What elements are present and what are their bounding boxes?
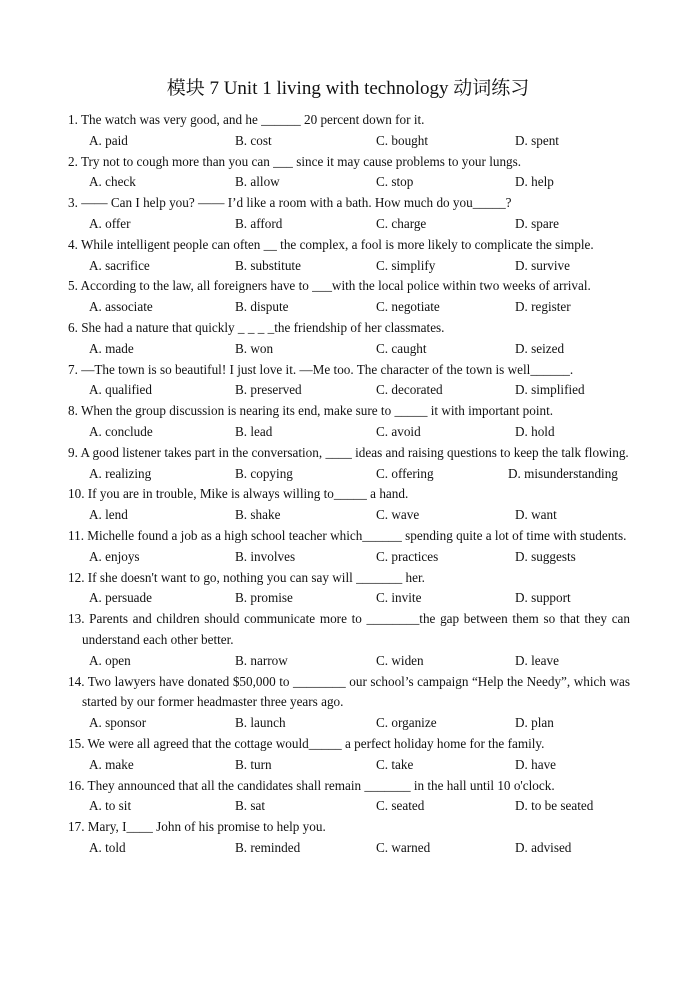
question-stem: 8. When the group discussion is nearing its end, make sure to _____ it with important point. (68, 403, 554, 419)
option-d: D. support (515, 590, 571, 606)
question-item (68, 360, 630, 402)
option-b: B. reminded (235, 839, 301, 855)
option-b: B. won (235, 340, 274, 356)
answer-options (68, 464, 630, 485)
question-list (68, 110, 630, 859)
option-b: B. launch (235, 715, 286, 731)
option-d: D. spare (515, 215, 559, 231)
option-d: D. help (515, 174, 554, 190)
answer-options (68, 214, 630, 235)
question-stem: 2. Try not to cough more than you can ___ since it may cause problems to your lungs. (68, 153, 522, 169)
option-d: D. misunderstanding (508, 465, 618, 481)
question-item (68, 672, 630, 734)
option-a: A. make (89, 756, 134, 772)
question-stem: 4. While intelligent people can often __ the complex, a fool is more likely to complicate the simple. (68, 236, 594, 252)
option-d: D. seized (515, 340, 565, 356)
question-item (68, 776, 630, 818)
option-a: A. told (89, 839, 126, 855)
question-stem: 9. A good listener takes part in the conversation, ____ ideas and raising questions to keep the talk flowing. (68, 444, 629, 460)
worksheet-title: 模块 7 Unit 1 living with technology 动词练习 (166, 78, 530, 99)
question-stem: 16. They announced that all the candidates shall remain _______ in the hall until 10 o'clock. (68, 777, 555, 793)
question-stem: 6. She had a nature that quickly _ _ _ _the friendship of her classmates. (68, 319, 445, 335)
option-c: C. seated (376, 798, 425, 814)
option-b: B. involves (235, 548, 296, 564)
option-c: C. avoid (376, 423, 421, 439)
option-d: D. spent (515, 132, 559, 148)
option-d: D. hold (515, 423, 555, 439)
question-item (68, 235, 630, 277)
question-item (68, 152, 630, 194)
option-c: C. organize (376, 715, 437, 731)
option-a: A. persuade (89, 590, 152, 606)
option-a: A. enjoys (89, 548, 140, 564)
question-item (68, 110, 630, 152)
option-b: B. cost (235, 132, 272, 148)
question-stem: 10. If you are in trouble, Mike is always willing to_____ a hand. (68, 486, 409, 502)
question-item (68, 568, 630, 610)
option-c: C. warned (376, 839, 431, 855)
option-d: D. advised (515, 839, 572, 855)
option-b: B. afford (235, 215, 283, 231)
option-c: C. wave (376, 507, 420, 523)
question-stem: 11. Michelle found a job as a high school teacher which______ spending quite a lot of time with students. (68, 527, 627, 543)
option-c: C. caught (376, 340, 427, 356)
option-c: C. practices (376, 548, 439, 564)
question-stem: 17. Mary, I____ John of his promise to help you. (68, 819, 326, 835)
option-c: C. widen (376, 652, 424, 668)
option-b: B. substitute (235, 257, 301, 273)
answer-options (68, 547, 630, 568)
answer-options (68, 796, 630, 817)
question-item (68, 401, 630, 443)
option-a: A. associate (89, 299, 153, 315)
answer-options (68, 297, 630, 318)
question-stem: 14. Two lawyers have donated $50,000 to ________ our school’s campaign “Help the Needy”, which was started by our former headmaster three years ago. (68, 673, 630, 710)
option-c: C. bought (376, 132, 429, 148)
answer-options (68, 651, 630, 672)
option-a: A. offer (89, 215, 131, 231)
option-b: B. promise (235, 590, 293, 606)
question-stem: 12. If she doesn't want to go, nothing you can say will _______ her. (68, 569, 425, 585)
answer-options (68, 422, 630, 443)
option-d: D. plan (515, 715, 554, 731)
option-d: D. survive (515, 257, 570, 273)
option-d: D. simplified (515, 382, 585, 398)
option-c: C. simplify (376, 257, 436, 273)
option-c: C. offering (376, 465, 434, 481)
question-item (68, 318, 630, 360)
answer-options (68, 339, 630, 360)
option-b: B. dispute (235, 299, 289, 315)
option-a: A. lend (89, 507, 128, 523)
option-d: D. leave (515, 652, 559, 668)
option-a: A. check (89, 174, 136, 190)
question-item (68, 276, 630, 318)
option-d: D. want (515, 507, 557, 523)
option-c: C. charge (376, 215, 427, 231)
option-a: A. made (89, 340, 134, 356)
option-b: B. allow (235, 174, 280, 190)
answer-options (68, 131, 630, 152)
question-item (68, 817, 630, 859)
answer-options (68, 505, 630, 526)
option-a: A. conclude (89, 423, 153, 439)
question-item (68, 443, 630, 485)
option-a: A. qualified (89, 382, 152, 398)
question-stem: 5. According to the law, all foreigners have to ___with the local police within two weeks of arrival. (68, 278, 591, 294)
option-b: B. sat (235, 798, 266, 814)
question-item (68, 193, 630, 235)
option-c: C. invite (376, 590, 422, 606)
question-stem: 15. We were all agreed that the cottage would_____ a perfect holiday home for the family. (68, 735, 545, 751)
option-d: D. to be seated (515, 798, 594, 814)
option-c: C. negotiate (376, 299, 440, 315)
option-a: A. open (89, 652, 131, 668)
question-item (68, 484, 630, 526)
option-a: A. realizing (89, 465, 152, 481)
option-d: D. have (515, 756, 557, 772)
option-c: C. stop (376, 174, 414, 190)
answer-options (68, 172, 630, 193)
option-b: B. copying (235, 465, 293, 481)
option-a: A. paid (89, 132, 128, 148)
answer-options (68, 713, 630, 734)
option-a: A. sacrifice (89, 257, 150, 273)
option-d: D. register (515, 299, 571, 315)
answer-options (68, 380, 630, 401)
answer-options (68, 838, 630, 859)
option-a: A. to sit (89, 798, 132, 814)
option-a: A. sponsor (89, 715, 147, 731)
answer-options (68, 256, 630, 277)
option-b: B. turn (235, 756, 272, 772)
answer-options (68, 588, 630, 609)
question-item (68, 526, 630, 568)
question-item (68, 609, 630, 671)
question-stem: 1. The watch was very good, and he ______ 20 percent down for it. (68, 112, 425, 127)
answer-options (68, 755, 630, 776)
option-b: B. preserved (235, 382, 302, 398)
question-item (68, 734, 630, 776)
question-stem: 3. —— Can I help you? —— I’d like a room with a bath. How much do you_____? (68, 195, 512, 211)
option-d: D. suggests (515, 548, 576, 564)
option-c: C. take (376, 756, 414, 772)
option-b: B. shake (235, 507, 281, 523)
option-b: B. narrow (235, 652, 288, 668)
option-b: B. lead (235, 423, 273, 439)
question-stem: 7. —The town is so beautiful! I just love it. —Me too. The character of the town is well______. (68, 361, 574, 377)
question-stem: 13. Parents and children should communicate more to ________the gap between them so that they can understand each other better. (68, 611, 630, 647)
option-c: C. decorated (376, 382, 443, 398)
